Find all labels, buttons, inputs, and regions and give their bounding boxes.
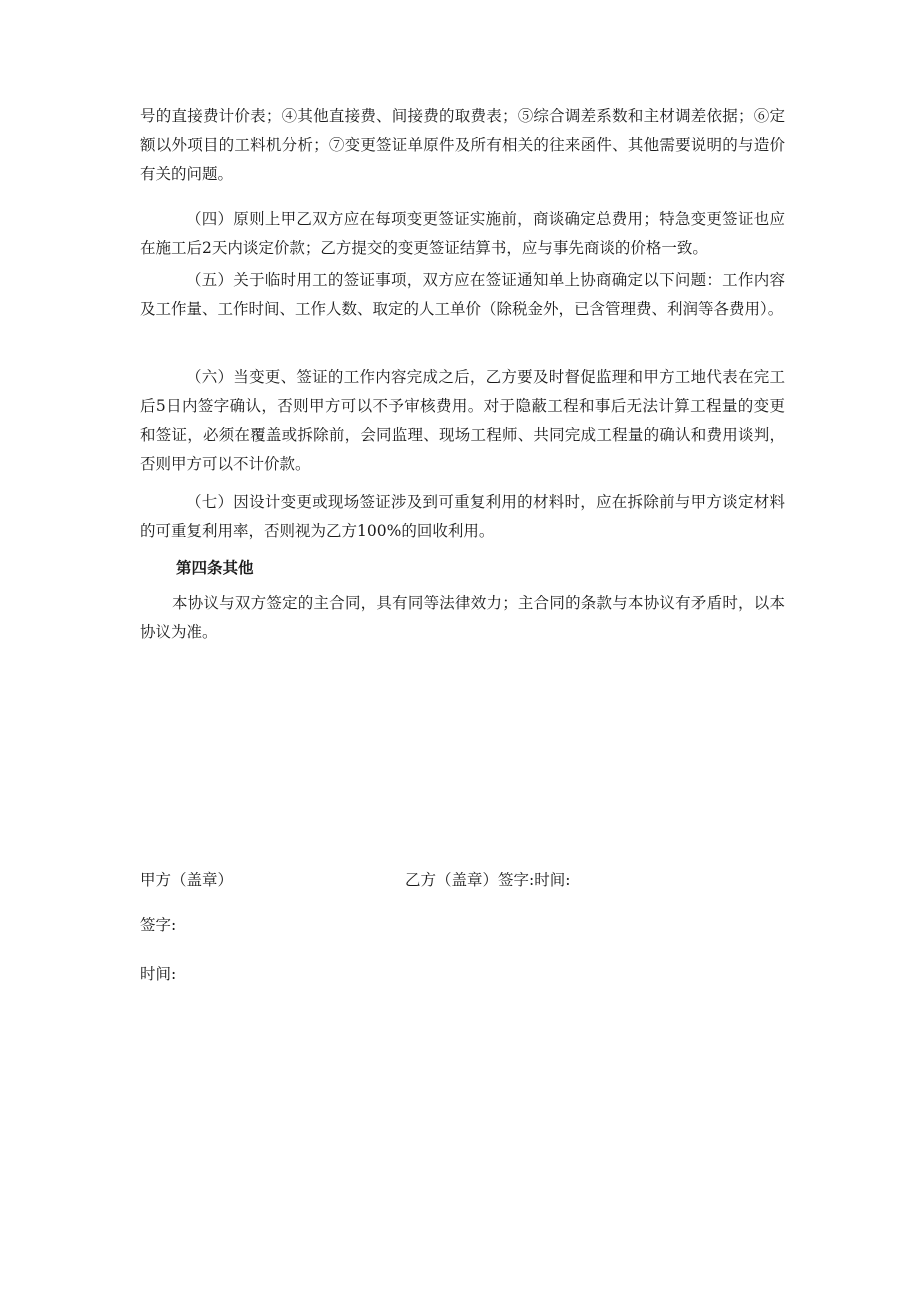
party-a-time-label: 时间: bbox=[140, 965, 177, 983]
party-b-signature-line: 乙方（盖章）签字:时间: bbox=[405, 871, 571, 889]
paragraph-5: （五）关于临时用工的签证事项，双方应在签证通知单上协商确定以下问题：工作内容及工作量、工作时间、工作人数、取定的人工单价（除税金外，已含管理费、利润等各费用）。 bbox=[140, 271, 785, 318]
paragraph-6: （六）当变更、签证的工作内容完成之后，乙方要及时督促监理和甲方工地代表在完工后5日内签字确认，否则甲方可以不予审核费用。对于隐蔽工程和事后无法计算工程量的变更和签证，必须在覆盖或拆除前，会同监理、现场工程师、共同完成工程量的确认和费用谈判，否则甲方可以不计价款。 bbox=[140, 368, 785, 473]
article-4-body: 本协议与双方签定的主合同，具有同等法律效力；主合同的条款与本协议有矛盾时，以本协议为准。 bbox=[140, 594, 785, 641]
article-4-heading: 第四条其他 bbox=[176, 558, 254, 577]
party-a-seal-label: 甲方（盖章） bbox=[140, 871, 234, 889]
paragraph-continuation: 号的直接费计价表；④其他直接费、间接费的取费表；⑤综合调差系数和主材调差依据；⑥定额以外项目的工料机分析；⑦变更签证单原件及所有相关的往来函件、其他需要说明的与造价有关的问题。 bbox=[140, 107, 785, 183]
party-a-sign-label: 签字: bbox=[140, 916, 177, 934]
paragraph-4: （四）原则上甲乙双方应在每项变更签证实施前，商谈确定总费用；特急变更签证也应在施工后2天内谈定价款；乙方提交的变更签证结算书，应与事先商谈的价格一致。 bbox=[140, 210, 785, 257]
paragraph-7: （七）因设计变更或现场签证涉及到可重复利用的材料时，应在拆除前与甲方谈定材料的可重复利用率，否则视为乙方100%的回收利用。 bbox=[140, 493, 785, 540]
